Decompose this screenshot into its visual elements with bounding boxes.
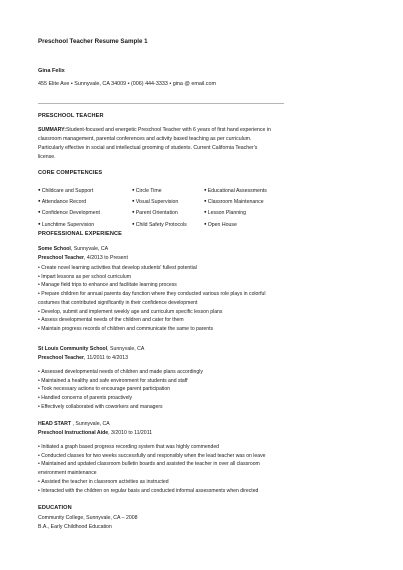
list-item: • Assisted the teacher in classroom activities as instructed (38, 478, 290, 487)
job-1-employer-line (38, 245, 308, 254)
education-degree: B.A., Early Childhood Education (38, 524, 112, 530)
summary-line-3: Particularly effective in social and intellectual grooming of students. Current California Teacher's (38, 144, 258, 151)
list-item: • Manage field trips to enhance and facilitate learning process (38, 281, 290, 290)
job-2-employer-line (38, 345, 308, 354)
contact-line: 455 Elite Ave • Sunnyvale, CA 34009 • (006) 444-3333 • gina @ email.com (38, 81, 216, 87)
job-2-duties (38, 368, 290, 412)
competency-item: ● Confidence Development (38, 208, 132, 218)
list-item: • Assessed developmental needs of children and made plans accordingly (38, 368, 290, 377)
competency-item: ● Lunchtime Supervision (38, 220, 132, 230)
competency-item: ● Attendance Record (38, 197, 132, 207)
list-item: • Prepare children for annual parents day function where they conducted various role plays in colorful (38, 290, 290, 299)
header-divider (38, 103, 284, 104)
job-2-role-line (38, 354, 308, 363)
summary-line-4: license. (38, 153, 56, 160)
list-item: • Assess developmental needs of the children and cater for them (38, 316, 290, 325)
candidate-name: Gina Felix (38, 68, 65, 74)
experience-heading: PROFESSIONAL EXPERIENCE (38, 231, 122, 237)
job-3-employer: HEAD START (38, 421, 72, 427)
job-2-dates: , 11/2011 to 4/2013 (84, 355, 128, 361)
competency-item: ● Child Safety Protocols (132, 220, 204, 230)
list-item: • Effectively collaborated with coworkers and managers (38, 403, 290, 412)
education-heading: EDUCATION (38, 505, 72, 511)
job-1-role-line (38, 254, 308, 263)
list-item: • Develop, submit and implement weekly age and curriculum specific lesson plans (38, 308, 290, 317)
job-1-role: Preschool Teacher (38, 255, 85, 261)
list-item-continuation: costumes that contributed significantly in their confidence development (38, 299, 198, 306)
competency-item: ● Parent Orientation (132, 208, 204, 218)
job-2-role: Preschool Teacher (38, 355, 85, 361)
summary-paragraph (38, 126, 284, 162)
competency-item: ● Visual Supervision (132, 197, 204, 207)
job-3-location: , Sunnyvale, CA (71, 421, 110, 427)
summary-line-2: classroom management, parental conferences and activity based teaching as per curriculum. (38, 135, 252, 142)
competency-item: ● Childcare and Support (38, 186, 132, 196)
document-title: Preschool Teacher Resume Sample 1 (38, 38, 148, 45)
competencies-grid (38, 186, 288, 229)
job-3-duties (38, 443, 290, 495)
list-item: • Interacted with the children on regular basis and conducted informal assessments when directed (38, 487, 290, 496)
job-1-location: , Sunnyvale, CA (70, 246, 109, 252)
list-item: • Impart lessons as per school curriculum (38, 273, 290, 282)
list-item: • Initiated a graph based progress recording system that was highly commended (38, 443, 290, 452)
list-item-continuation: environment maintenance (38, 470, 97, 477)
job-3-role: Preschool Instructional Aide (38, 430, 109, 436)
job-1-duties (38, 264, 290, 334)
list-item: • Maintained a healthy and safe environment for students and staff (38, 377, 290, 386)
competency-item: ● Open House (204, 220, 288, 230)
competency-item: ● Classroom Maintenance (204, 197, 288, 207)
competency-item: ● Circle Time (132, 186, 204, 196)
summary-label: SUMMARY: (38, 127, 66, 133)
list-item: • Maintain progress records of children and communicate the same to parents (38, 325, 290, 334)
list-item: • Create novel learning activities that develop students' fullest potential (38, 264, 290, 273)
list-item: • Conducted classes for two weeks successfully and responsibly when the lead teacher was on leave (38, 452, 290, 461)
competency-item: ● Educational Assessments (204, 186, 288, 196)
job-2-employer: St Louis Community School (38, 346, 108, 352)
list-item: • Took necessary actions to encourage parent participation (38, 385, 290, 394)
list-item: • Handled concerns of parents proactively (38, 394, 290, 403)
education-school: Community College, Sunnyvale, CA – 2008 (38, 515, 138, 521)
job-3-role-line (38, 429, 308, 438)
competencies-heading: CORE COMPETENCIES (38, 170, 103, 176)
job-title-heading: PRESCHOOL TEACHER (38, 113, 104, 119)
job-1-dates: , 4/2013 to Present (84, 255, 128, 261)
job-3-employer-line (38, 420, 308, 429)
job-1-employer: Some School (38, 246, 71, 252)
list-item: • Maintained and updated classroom bulletin boards and assisted the teacher in over all classroom (38, 460, 290, 469)
job-3-dates: , 3/2010 to 11/2011 (108, 430, 153, 436)
competency-item: ● Lesson Planning (204, 208, 288, 218)
job-2-location: , Sunnyvale, CA (107, 346, 145, 352)
summary-line-1: Student-focused and energetic Preschool Teacher with 6 years of first hand experience in (65, 127, 271, 133)
